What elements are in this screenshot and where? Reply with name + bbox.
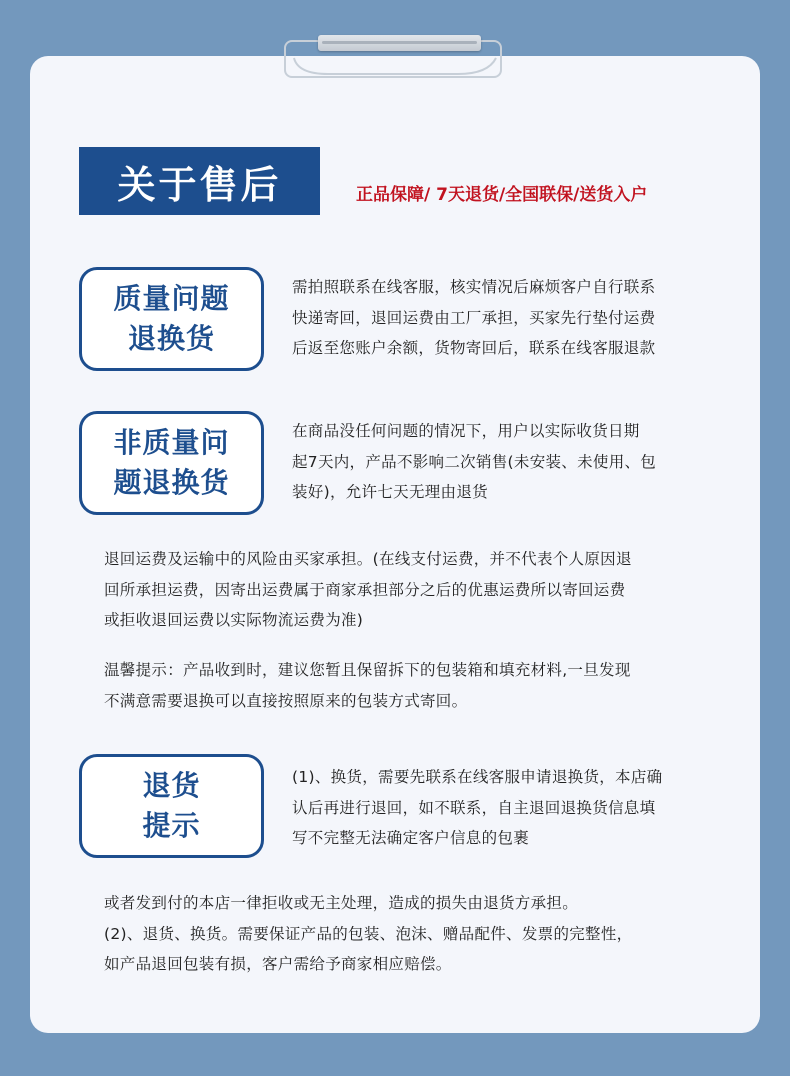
badge-line: 非质量问: [113, 426, 230, 459]
badge-line: 提示: [142, 809, 201, 842]
badge-line: 退货: [142, 769, 201, 802]
text-line: 写不完整无法确定客户信息的包裹: [292, 829, 530, 847]
text-line: 起7天内，产品不影响二次销售(未安装、未使用、包: [292, 452, 657, 471]
quality-issue-text: [292, 272, 728, 364]
clipboard-clip-curve: [288, 50, 502, 80]
badge-line: 退换货: [127, 322, 215, 355]
return-tip-text: [292, 762, 728, 854]
text-line: 回所承担运费，因寄出运费属于商家承担部分之后的优惠运费所以寄回运费: [104, 580, 626, 599]
badge-line: 题退换货: [113, 466, 230, 499]
text-line: 退回运费及运输中的风险由买家承担。(在线支付运费，并不代表个人原因退: [104, 550, 632, 568]
text-line: 或拒收退回运费以实际物流运费为准): [104, 611, 364, 629]
text-line: 需拍照联系在线客服，核实情况后麻烦客户自行联系: [292, 278, 656, 296]
non-quality-issue-text: [292, 416, 728, 508]
text-line: 快递寄回，退回运费由工厂承担，买家先行垫付运费: [292, 308, 656, 327]
final-note: [104, 888, 730, 980]
return-tip-badge: [79, 754, 264, 858]
text-line: (1)、换货，需要先联系在线客服申请退换货，本店确: [292, 768, 663, 786]
warm-tip: [104, 655, 730, 716]
text-line: 不满意需要退换可以直接按照原来的包装方式寄回。: [104, 691, 468, 710]
clipboard-clip-bar: [318, 35, 481, 51]
text-line: 如产品退回包装有损，客户需给予商家相应赔偿。: [104, 955, 452, 973]
text-line: 后返至您账户余额，货物寄回后，联系在线客服退款: [292, 339, 656, 357]
non-quality-issue-badge: [79, 411, 264, 515]
text-line: 认后再进行退回，如不联系，自主退回退换货信息填: [292, 798, 656, 817]
quality-issue-badge: [79, 267, 264, 371]
shipping-cost-note: [104, 544, 730, 636]
text-line: 在商品没任何问题的情况下，用户以实际收货日期: [292, 422, 640, 440]
page-subtitle: 正品保障/ 7天退货/全国联保/送货入户: [356, 185, 648, 205]
text-line: 温馨提示：产品收到时，建议您暂且保留拆下的包装箱和填充材料,一旦发现: [104, 661, 631, 679]
text-line: (2)、退货、换货。需要保证产品的包装、泡沫、赠品配件、发票的完整性，: [104, 924, 633, 943]
text-line: 装好)，允许七天无理由退货: [292, 483, 488, 501]
clipboard-clip-groove: [322, 41, 477, 44]
badge-line: 质量问题: [113, 282, 230, 315]
page-title: 关于售后: [79, 147, 320, 215]
text-line: 或者发到付的本店一律拒收或无主处理，造成的损失由退货方承担。: [104, 894, 579, 912]
